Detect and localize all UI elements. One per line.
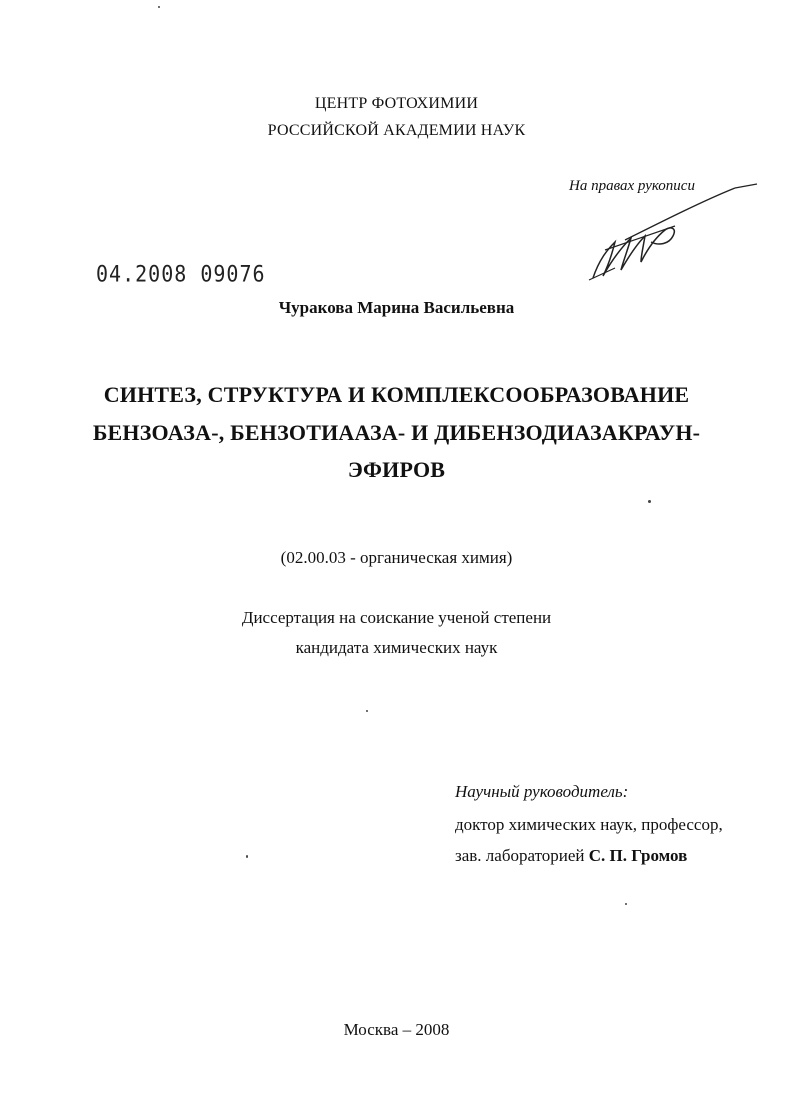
manuscript-rights-note: На правах рукописи [569, 178, 695, 194]
dissertation-title-line-1: СИНТЕЗ, СТРУКТУРА И КОМПЛЕКСООБРАЗОВАНИЕ [103, 382, 690, 407]
dissertation-title-line-2: БЕНЗОАЗА-, БЕНЗОТИААЗА- И ДИБЕНЗОДИАЗАКРАУН- [92, 420, 701, 445]
supervisor-position-text: зав. лабораторией [455, 846, 585, 865]
degree-line-2: кандидата химических наук [295, 638, 498, 657]
supervisor-position [455, 846, 687, 866]
supervisor-name: С. П. Громов [588, 846, 688, 865]
scan-speck [366, 710, 368, 712]
scan-speck [648, 500, 651, 503]
scan-speck [158, 6, 160, 8]
dissertation-title-line-3: ЭФИРОВ [347, 457, 446, 482]
supervisor-label-text: Научный руководитель: [455, 782, 629, 801]
scan-speck [246, 855, 248, 858]
organization-line-2: РОССИЙСКОЙ АКАДЕМИИ НАУК [267, 122, 526, 139]
signature-icon [585, 180, 765, 290]
organization-line-1: ЦЕНТР ФОТОХИМИИ [314, 95, 479, 112]
supervisor-degree: доктор химических наук, профессор, [455, 815, 723, 834]
author-name: Чуракова Марина Васильевна [278, 298, 515, 317]
archive-stamp-number: 04.2008 09076 [96, 260, 266, 288]
specialty-code: (02.00.03 - органическая химия) [280, 548, 513, 567]
scan-speck [625, 903, 627, 905]
city-year: Москва – 2008 [343, 1020, 450, 1039]
degree-line-1: Диссертация на соискание ученой степени [241, 608, 552, 627]
supervisor-label [455, 782, 628, 802]
